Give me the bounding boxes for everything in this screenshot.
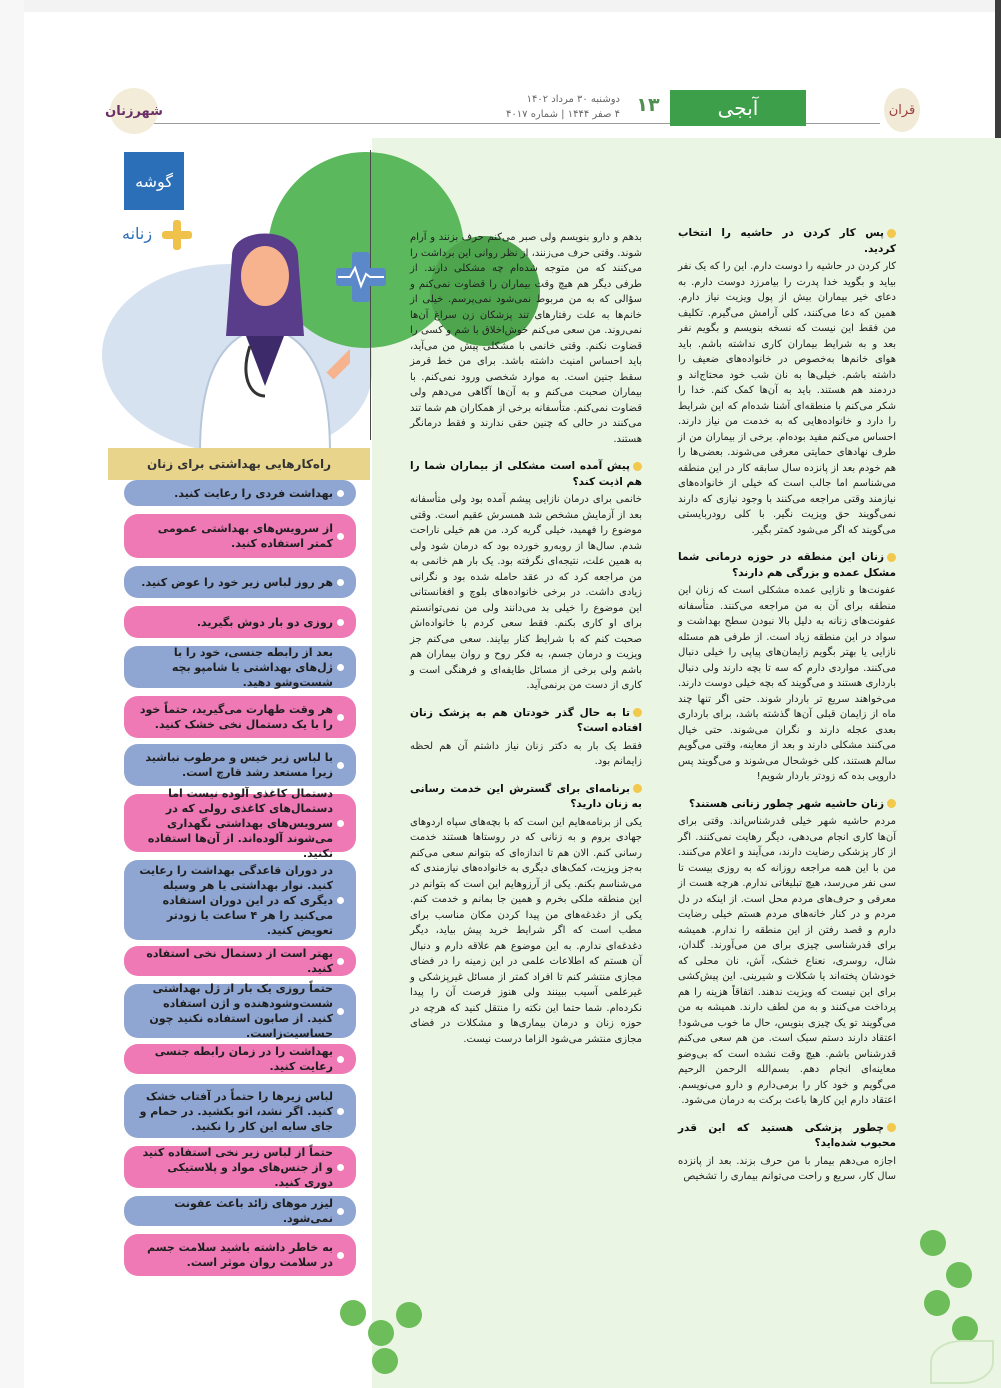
tip-text: از سرویس‌های بهداشتی عمومی کمتر استفاده کنید. — [157, 522, 333, 550]
interview-question: زنان حاشیه شهر چطور زنانی هستند؟ — [678, 797, 896, 813]
article-paragraph — [678, 550, 896, 785]
tip-item — [124, 946, 356, 976]
article-paragraph — [410, 459, 642, 694]
bullet-icon — [337, 1252, 344, 1259]
interview-answer: یکی از برنامه‌هایم این است که با بچه‌های سپاه اردوهای جهادی بروم و به زنانی که در روستاها هستند خدمت رسانی کنم. الان هم تا اندازه‌ای که بتوانم سعی می‌کنم به‌جز ویزیت، کمک‌های دیگری به خانواده‌های نیازمندی که می‌شناسم بکنم. یکی از آرزوهایم این است که بتوانم در این منطقه ملکی بخرم و همین جا بمانم و خدمت کنم. یکی از دغدغه‌های من پیدا کردن مکان مناسب برای مطب است که اگر شرایط خرید پیش بیاید، دیگر دغدغه‌ای ندارم. به این موضوع هم علاقه دارم و دنبال آن هستم که اطلاعات علمی در این زمینه را در فضای مجازی منتشر کنم تا افراد کمتر از مسائل غیرپزشکی و غیرعلمی آسیب ببینند ولی هنوز فرصت آن را پیدا نکرده‌ام. شما حتما این نکته را منتقل کنید که هرچه در حوزه زنان و درمان بیماری‌ها و مشکلات در فضای مجازی منتشر می‌شود الزاما درست نیست. — [410, 816, 642, 1045]
leaf-decoration — [952, 1316, 978, 1342]
column-badge: گوشه — [124, 152, 184, 210]
bullet-icon — [337, 1008, 344, 1015]
interview-answer: عفونت‌ها و نازایی عمده مشکلی است که زنان این منطقه برای آن به من مراجعه می‌کنند. متأسفانه عفونت‌های زنانه به دلیل بالا نبودن سطح بهداشت و سواد در این منطقه زیاد است. از طرفی هم مسئله نازایی یا بهتر بگویم زایمان‌های پیاپی را خیلی دنبال می‌کنند. مواردی دارم که سه تا بچه دارند ولی دنبال بارداری هستند و می‌گویند که بچه خیلی دوست دارند. می‌خواهند سریع تر باردار شوند. حتی اگر تنها چند ماه از زایمان قبلی آن‌ها گذشته باشد، برای بارداری بعدی عجله دارند و نگران می‌شوند. حتی خیال می‌کنند مشکلی دارند و بعد از معاینه، وقتی می‌گویم سالم هستند، کلی خوشحال می‌شوند و می‌گویند پس دارویی بده که زودتر باردار شویم! — [678, 585, 896, 782]
leaf-decoration — [396, 1302, 422, 1328]
section-title: آبجی — [670, 90, 806, 126]
page-header — [105, 88, 920, 134]
bullet-icon — [337, 579, 344, 586]
column-tag: زنانه — [122, 224, 153, 243]
tip-item — [124, 606, 356, 638]
interview-question: چطور پزشکی هستید که این قدر محبوب شده‌اید؟ — [678, 1121, 896, 1152]
article-paragraph — [678, 226, 896, 538]
interview-answer: اجازه می‌دهم بیمار با من حرف بزند. بعد از پانزده سال کار، سریع و راحت می‌توانم بیماری را تشخیص — [678, 1155, 896, 1182]
tip-text: لیزر موهای زائد باعث عفونت نمی‌شود. — [174, 1197, 333, 1225]
leaf-decoration — [920, 1230, 946, 1256]
tip-item — [124, 696, 356, 738]
tip-item — [124, 1234, 356, 1276]
bullet-icon — [337, 958, 344, 965]
medical-cross-icon — [334, 250, 388, 304]
tip-item — [124, 860, 356, 940]
tip-text: بهداشت را در زمان رابطه جنسی رعایت کنید. — [154, 1045, 333, 1073]
interview-answer: مردم حاشیه شهر خیلی قدرشناس‌اند. وقتی برای آن‌ها کاری انجام می‌دهی، دیگر رهایت نمی‌کنند. اگر از کار پزشکی رضایت دارند، می‌آیند و اعلام می‌کنند. من با این همه مراجعه روزانه که به روزی بیست تا سی نفر می‌رسد، هیچ تبلیغاتی ندارم. هرچه هست از معرفی و حرف‌های مردم محل است. از اینکه در دل مردم و در کنار خانه‌های مردم هستم خیلی رضایت دارم و قصد رفتن از این منطقه را ندارم. همیشه برای قدرشناسی چیزی برای من می‌آورند. گلدان، شال، روسری، نعناع خشک، آش، نان محلی که خودشان پخته‌اند یا شکلات و شیرینی. این پیش‌کشی برای این نیست که ویزیت ندهند. اتفاقاً هزینه را هم پرداخت می‌کنند و به من لطف دارند. همیشه به من می‌گویند تو یک چیزی بنویس، حال ما خوب می‌شود! اعتقاد دارند دستم سبک است. من هم سعی می‌کنم قدرشناس باشم. هیچ وقت نشده است که بی‌وضو معاینه‌ای انجام دهم. بسم‌الله الرحمن الرحیم می‌گویم و خود کار را برمی‌دارم و دارو می‌نویسم. اعتقاد دارم این کارها باعث برکت به درمان می‌شود. — [678, 816, 896, 1106]
bullet-icon — [337, 490, 344, 497]
tip-text: هر وقت طهارت می‌گیرید، حتماً خود را با یک دستمال نخی خشک کنید. — [139, 703, 333, 731]
tip-text: بعد از رابطه جنسی، خود را با ژل‌های بهداشتی یا شامپو بچه شست‌وشو دهید. — [171, 645, 333, 689]
tip-item — [124, 1044, 356, 1074]
tip-text: بهداشت فردی را رعایت کنید. — [174, 486, 333, 500]
interview-question: پس کار کردن در حاشیه را انتخاب کردید. — [678, 226, 896, 257]
tip-text: به خاطر داشته باشید سلامت جسم در سلامت روان موثر است. — [147, 1241, 333, 1269]
bullet-icon — [337, 533, 344, 540]
tip-item — [124, 984, 356, 1038]
tip-item — [124, 646, 356, 688]
bullet-icon — [337, 664, 344, 671]
interview-answer: خانمی برای درمان نازایی پیشم آمده بود ولی متأسفانه بعد از آزمایش مشخص شد همسرش عقیم است. وقتی موضوع را فهمید، خیلی گریه کرد. من هم خیلی ناراحت شدم. سال‌ها از روبه‌رو خورده بود که درمان شود ولی به همین علت، نتیجه‌ای نگرفته بود. یک بار هم خانمی به من مراجعه کرد که در عقد حامله شده بود و نگرانی زیادی داشت. در برخی خانواده‌های بلوچ و افغانستانی این موضوع را خیلی بد می‌دانند ولی من نمی‌توانستم برای او کاری بکنم. فقط سعی کردم با خانواده‌اش صحبت کنم که با شرایط کنار بیایند. سعی می‌کنم جز ویزیت و درمان جسم، به فکر روح و روان بیماران هم باشم ولی برخی از مسائل طایفه‌ای و فرهنگی است و کاری از دست من برنمی‌آید. — [410, 494, 642, 691]
article-paragraph — [678, 797, 896, 1109]
leaf-outline-decoration — [930, 1340, 994, 1384]
interview-question: برنامه‌ای برای گسترش این خدمت رسانی به زنان دارید؟ — [410, 782, 642, 813]
bullet-icon — [337, 1208, 344, 1215]
bullet-icon — [337, 897, 344, 904]
page-number: ۱۳ — [636, 94, 660, 116]
tip-text: در دوران قاعدگی بهداشت را رعایت کنید. نوار بهداشتی یا هر وسیله دیگری که در این دوران استفاده می‌کنید را هر ۴ ساعت یا زودتر تعویض کنید. — [139, 863, 333, 937]
article-column-middle — [410, 230, 642, 1270]
tip-item — [124, 786, 356, 860]
article-paragraph — [410, 706, 642, 770]
interview-answer: بدهم و دارو بنویسم ولی صبر می‌کنم حرف بزنند و آرام شوند. وقتی حرف می‌زنند، از نظر روانی این برداشت را می‌کنند که من متوجه شده‌ام چه مشکلی دارند. از طرفی دیگر هم هیچ وقت بیماران را قضاوت نمی‌کنم و سؤالی که به من مربوط نمی‌شود نمی‌پرسم. خیلی از خانم‌ها به علت رفتارهای تند پزشکان زن سراغ آن‌ها نمی‌روند. من سعی می‌کنم خوش‌اخلاق با شم و کسی را قضاوت نکنم. وقتی خانمی با مشکلی پیش من می‌آید، باید احساس امنیت داشته باشد. برای من خط قرمز سقط جنین است. به موارد شخصی ورود نمی‌کنم. با بیماران صحبت می‌کنم و به آن‌ها آگاهی می‌دهم ولی قضاوت نمی‌کنم. متأسفانه برخی از همکاران هم شما تند می‌کنند در حالی که چنین حقی ندارند و فقط درمانگر هستند. — [410, 232, 642, 445]
tips-title: راه‌کارهایی بهداشتی برای زنان — [108, 448, 370, 480]
plus-icon — [162, 220, 192, 250]
tip-text: هر روز لباس زیر خود را عوض کنید. — [141, 575, 333, 589]
leaf-decoration — [924, 1290, 950, 1316]
tip-text: روزی دو بار دوش بگیرید. — [196, 615, 333, 629]
interview-question: تا به حال گذر خودتان هم به پزشک زنان افتاده است؟ — [410, 706, 642, 737]
tip-item — [124, 480, 356, 506]
tip-item — [124, 1146, 356, 1188]
bullet-icon — [337, 762, 344, 769]
article-paragraph — [410, 782, 642, 1048]
article-paragraph — [678, 1121, 896, 1185]
bullet-icon — [337, 1108, 344, 1115]
tip-text: با لباس زیر خیس و مرطوب نباشید زیرا مستعد رشد قارچ است. — [145, 751, 333, 779]
tip-text: حتماً از لباس زیر نخی استفاده کنید و از جنس‌های مواد و پلاستیکی دوری کنید. — [142, 1145, 333, 1189]
tip-text: دستمال کاغذی آلوده نیست اما دستمال‌های کاغذی رولی که در سرویس‌های بهداشتی نگهداری می‌شوند آلوده‌اند. از آن‌ها استفاده نکنید. — [147, 786, 333, 860]
publication-logo: شهرزنان — [110, 88, 158, 134]
leaf-decoration — [368, 1320, 394, 1346]
tip-text: حتماً روزی یک بار از ژل بهداشتی شست‌وشودهنده و اژن استفاده کنید. از صابون استفاده نکنید چون حساسیت‌زاست. — [149, 982, 333, 1040]
bullet-icon — [337, 1056, 344, 1063]
leaf-decoration — [946, 1262, 972, 1288]
interview-question: پیش آمده است مشکلی از بیماران شما را هم اذیت کند؟ — [410, 459, 642, 490]
article-column-right — [678, 226, 896, 1286]
tip-item — [124, 744, 356, 786]
doctor-illustration — [180, 226, 350, 452]
tip-item — [124, 566, 356, 598]
bullet-icon — [337, 619, 344, 626]
tip-item — [124, 1084, 356, 1138]
article-paragraph — [410, 230, 642, 447]
bullet-icon — [337, 714, 344, 721]
bullet-icon — [337, 1164, 344, 1171]
tip-text: لباس زیرها را حتماً در آفتاب خشک کنید. اگر نشد، اتو بکشید. در حمام و جای سایه این کار را نکنید. — [139, 1089, 333, 1133]
tip-text: بهتر است از دستمال نخی استفاده کنید. — [146, 947, 333, 975]
leaf-decoration — [372, 1348, 398, 1374]
tip-item — [124, 1196, 356, 1226]
tip-item — [124, 514, 356, 558]
interview-answer: فقط یک بار به دکتر زنان نیاز داشتم آن هم لحظه زایمانم بود. — [410, 740, 642, 767]
interview-question: زنان این منطقه در حوزه درمانی شما مشکل عمده و بزرگی هم دارند؟ — [678, 550, 896, 581]
page-left-margin — [0, 0, 24, 1388]
issue-date: دوشنبه ۳۰ مرداد ۱۴۰۲ ۴ صفر ۱۴۴۴ | شماره ۴۰۱۷ — [506, 94, 620, 120]
interview-answer: کار کردن در حاشیه را دوست دارم. این را که یک نفر بیاید و بگوید خدا پدرت را بیامرزد دوست دارم. به دعای خیر بیماران بیش از پول ویزیت نیاز دارم. همین که دعا می‌کنند، کلی آرامش می‌گیرم. تکلیف من فقط این نیست که نسخه بنویسم و بگویم نفر بعد و به شرایط بیماران کاری نداشته باشم. باید هوای خانم‌ها به‌خصوص در خانواده‌های ضعیف را داشته باشم. خیلی‌ها به نان شب خود محتاج‌اند و دردمند هم هستند. باید به آن‌ها کمک کنم. خدا را شکر می‌کنم با منطقه‌ای آشنا شده‌ام که این شرایط را دارد و خانواده‌هایی که به خدمت من نیاز دارند. احساس می‌کنم مفید بوده‌ام. برخی از بیماران من از طرف نهادهای حمایتی معرفی می‌شوند. بعضی‌ها را هم خودم بعد از پانزده سال سابقه کار در این منطقه می‌شناسم اما جالب است که خیلی از خانواده‌های نیازمند وقتی مراجعه می‌کنند با وجود نیازی که دارند نمی‌گویند حق ویزیت نگیر. با کلی رودربایستی می‌گویند که اگر می‌شود کمتر بگیر. — [678, 261, 896, 536]
leaf-decoration — [340, 1300, 366, 1326]
section-logo: قران — [884, 88, 920, 132]
bullet-icon — [337, 820, 344, 827]
page-top-edge — [0, 0, 1001, 12]
